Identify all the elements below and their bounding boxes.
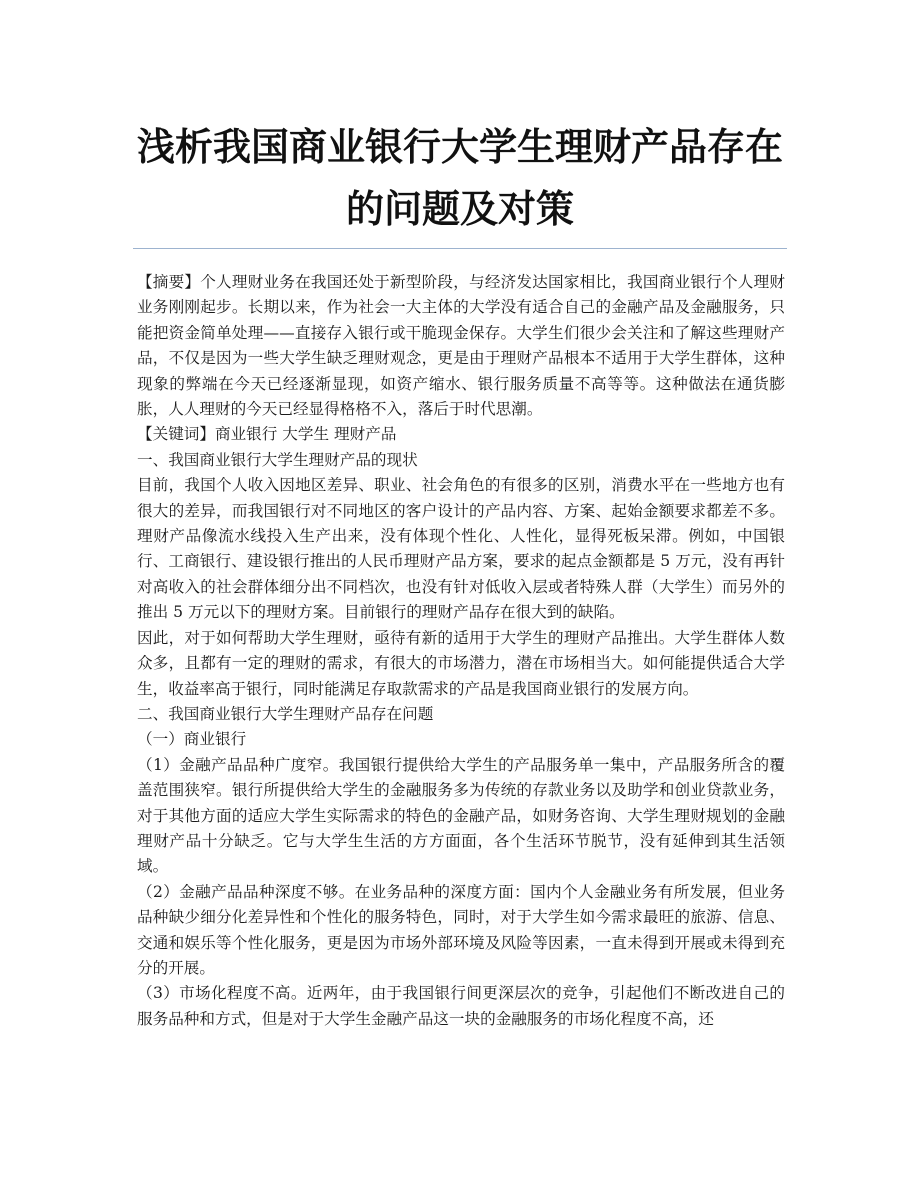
keywords-line: 【关键词】商业银行 大学生 理财产品: [137, 425, 397, 444]
list-item-paragraph: （3）市场化程度不高。近两年，由于我国银行间更深层次的竞争，引起他们不断改进自己的服务品种和方式，但是对于大学生金融产品这一块的金融服务的市场化程度不高，还: [137, 984, 785, 1028]
abstract-paragraph: 【摘要】个人理财业务在我国还处于新型阶段，与经济发达国家相比，我国商业银行个人理财业务刚刚起步。长期以来，作为社会一大主体的大学没有适合自己的金融产品及金融服务，只能把资金简单处理——直接存入银行或干脆现金保存。大学生们很少会关注和了解这些理财产品，不仅是因为一些大学生缺乏理财观念，更是由于理财产品根本不适用于大学生群体，这种现象的弊端在今天已经逐渐显现，如资产缩水、银行服务质量不高等等。这种做法在通货膨胀，人人理财的今天已经显得格格不入，落后于时代思潮。: [137, 273, 785, 419]
body-paragraph: 目前，我国个人收入因地区差异、职业、社会角色的有很多的区别，消费水平在一些地方也有很大的差异，而我国银行对不同地区的客户设计的产品内容、方案、起始金额要求都差不多。理财产品像流水线投入生产出来，没有体现个性化、人性化，显得死板呆滞。例如，中国银行、工商银行、建设银行推出的人民币理财产品方案，要求的起点金额都是 5 万元，没有再针对高收入的社会群体细分出不同档次，也没有针对低收入层或者特殊人群（大学生）而另外的推出 5 万元以下的理财方案。目前银行的理财产品存在很大到的缺陷。: [137, 476, 785, 622]
section-heading-2: 二、我国商业银行大学生理财产品存在问题: [137, 704, 434, 723]
subsection-heading: （一）商业银行: [137, 730, 247, 749]
list-item-paragraph: （2）金融产品品种深度不够。在业务品种的深度方面：国内个人金融业务有所发展，但业务品种缺少细分化差异性和个性化的服务特色，同时，对于大学生如今需求最旺的旅游、信息、交通和娱乐等个性化服务，更是因为市场外部环境及风险等因素，一直未得到开展或未得到充分的开展。: [137, 882, 785, 977]
body-paragraph: 因此，对于如何帮助大学生理财，亟待有新的适用于大学生的理财产品推出。大学生群体人数众多，且都有一定的理财的需求，有很大的市场潜力，潜在市场相当大。如何能提供适合大学生，收益率高于银行，同时能满足存取款需求的产品是我国商业银行的发展方向。: [137, 628, 785, 698]
list-item-paragraph: （1）金融产品品种广度窄。我国银行提供给大学生的产品服务单一集中，产品服务所含的覆盖范围狭窄。银行所提供给大学生的金融服务多为传统的存款业务以及助学和创业贷款业务，对于其他方面的适应大学生实际需求的特色的金融产品，如财务咨询、大学生理财规划的金融理财产品十分缺乏。它与大学生生活的方方面面，各个生活环节脱节，没有延伸到其生活领域。: [137, 755, 785, 876]
document-body: [137, 270, 785, 1032]
section-heading-1: 一、我国商业银行大学生理财产品的现状: [137, 450, 418, 469]
title-divider: [133, 248, 787, 249]
document-title: 浅析我国商业银行大学生理财产品存在的问题及对策: [136, 125, 783, 231]
